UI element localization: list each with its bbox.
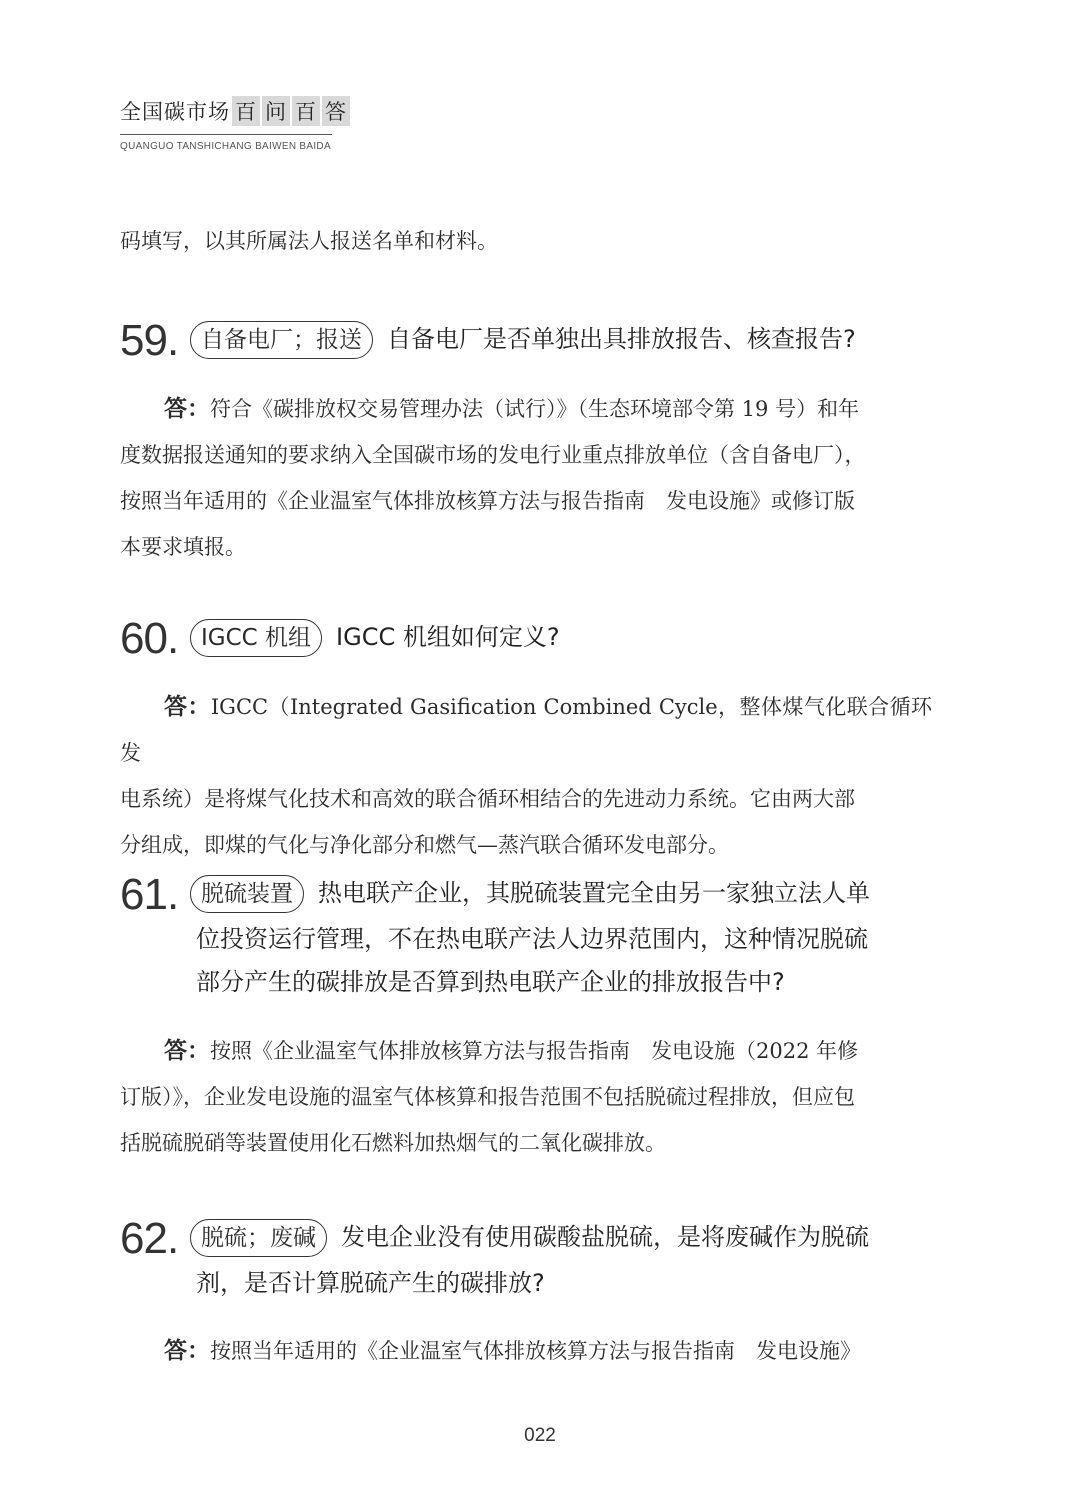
answer-61: [120, 1028, 932, 1166]
answer-line: [120, 1328, 932, 1374]
answer-line: 括脱硫脱硝等装置使用化石燃料加热烟气的二氧化碳排放。: [120, 1131, 666, 1155]
answer-label: 答：: [164, 1338, 210, 1364]
question-61: [120, 872, 932, 1004]
question-62: [120, 1216, 932, 1305]
question-tag: 脱硫装置: [190, 875, 304, 913]
book-title-char: 百: [232, 96, 260, 126]
book-subtitle: QUANGUO TANSHICHANG BAIWEN BAIDA: [120, 141, 331, 152]
answer-label: 答：: [164, 1038, 210, 1064]
question-number: 61.: [120, 870, 179, 919]
question-text-cont: 部分产生的碳排放是否算到热电联产企业的排放报告中?: [196, 968, 785, 996]
answer-label: 答：: [164, 694, 211, 720]
intro-paragraph: [120, 218, 932, 264]
question-number: 59.: [120, 316, 179, 365]
question-tag: 自备电厂；报送: [190, 321, 373, 359]
answer-label: 答：: [164, 396, 210, 422]
book-title-boxed: [232, 96, 352, 126]
question-text: 发电企业没有使用碳酸盐脱硫，是将废碱作为脱硫: [341, 1223, 869, 1251]
question-text: IGCC 机组如何定义?: [336, 623, 560, 651]
answer-line: [120, 386, 932, 432]
question-text: 自备电厂是否单独出具排放报告、核查报告?: [387, 325, 856, 353]
answer-62: [120, 1328, 932, 1374]
answer-line: 按照当年适用的《企业温室气体排放核算方法与报告指南 发电设施》或修订版: [120, 489, 855, 513]
answer-line: 电系统）是将煤气化技术和高效的联合循环相结合的先进动力系统。它由两大部: [120, 787, 855, 811]
page-number: 022: [524, 1425, 556, 1446]
answer-text: 按照当年适用的《企业温室气体排放核算方法与报告指南 发电设施》: [210, 1339, 861, 1363]
book-title-char: 问: [262, 96, 290, 126]
answer-59: [120, 386, 932, 570]
question-text-cont: 剂，是否计算脱硫产生的碳排放?: [196, 1269, 545, 1297]
answer-text: IGCC（Integrated Gasification Combined Cycle，整体煤气化联合循环发: [120, 695, 932, 765]
header-divider: [120, 134, 332, 135]
answer-line: 度数据报送通知的要求纳入全国碳市场的发电行业重点排放单位（含自备电厂），: [120, 443, 866, 467]
question-text: 热电联产企业，其脱硫装置完全由另一家独立法人单: [318, 879, 870, 907]
answer-line: 本要求填报。: [120, 535, 246, 559]
page-header: [120, 96, 352, 152]
answer-line: [120, 684, 932, 776]
answer-text: 符合《碳排放权交易管理办法（试行）》（生态环境部令第 19 号）和年: [210, 397, 860, 421]
question-text-cont: 位投资运行管理，不在热电联产法人边界范围内，这种情况脱硫: [196, 925, 868, 953]
book-title: [120, 96, 352, 126]
answer-line: [120, 1028, 932, 1074]
book-title-main: 全国碳市场: [120, 100, 230, 124]
book-title-char: 答: [322, 96, 350, 126]
answer-line: 订版）》，企业发电设施的温室气体核算和报告范围不包括脱硫过程排放，但应包: [120, 1085, 855, 1109]
answer-text: 按照《企业温室气体排放核算方法与报告指南 发电设施（2022 年修: [210, 1039, 859, 1063]
question-number: 62.: [120, 1214, 179, 1263]
intro-text: 码填写，以其所属法人报送名单和材料。: [120, 229, 498, 253]
question-60: [120, 616, 932, 662]
question-tag: IGCC 机组: [190, 619, 322, 657]
question-59: [120, 318, 932, 364]
question-number: 60.: [120, 614, 179, 663]
question-tag: 脱硫；废碱: [190, 1219, 327, 1257]
answer-line: 分组成，即煤的气化与净化部分和燃气—蒸汽联合循环发电部分。: [120, 833, 729, 857]
book-title-char: 百: [292, 96, 320, 126]
answer-60: [120, 684, 932, 868]
